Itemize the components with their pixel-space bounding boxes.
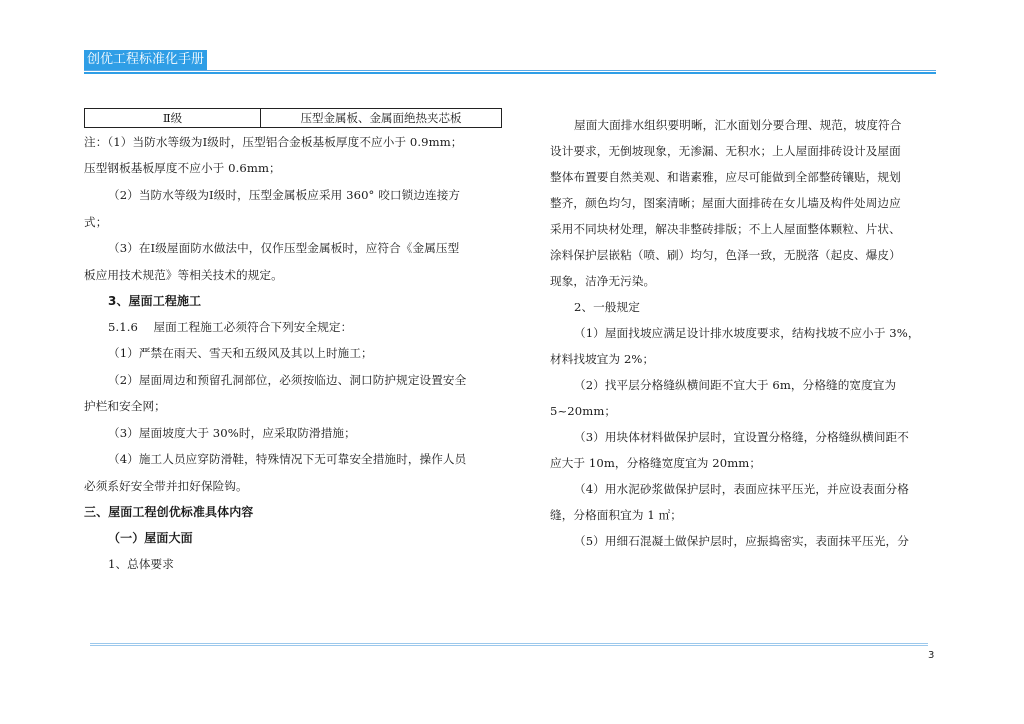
note-line-4: 式； bbox=[84, 215, 108, 229]
spec-table bbox=[84, 108, 502, 128]
header-divider bbox=[84, 70, 936, 71]
rule-line-2: （2）屋面周边和预留孔洞部位，必须按临边、洞口防护规定设置安全 bbox=[108, 373, 467, 387]
subsection-heading-roof-surface: （一）屋面大面 bbox=[108, 531, 193, 545]
page-number: 3 bbox=[928, 650, 935, 661]
footer-divider bbox=[90, 643, 928, 644]
right-line-7: 现象，洁净无污染。 bbox=[550, 274, 656, 288]
table-cell-grade: Ⅱ级 bbox=[85, 109, 261, 128]
right-line-4: 整齐，颜色均匀，图案清晰；屋面大面排砖在女儿墙及构件处周边应 bbox=[550, 196, 901, 210]
right-rule-1: （1）屋面找坡应满足设计排水坡度要求，结构找坡不应小于 3%， bbox=[574, 326, 920, 340]
right-line-1: 屋面大面排水组织要明晰，汇水面划分要合理、规范，坡度符合 bbox=[574, 118, 902, 132]
rule-line-3: （3）屋面坡度大于 30%时，应采取防滑措施； bbox=[108, 426, 356, 440]
table-row bbox=[85, 109, 502, 128]
note-line-6: 板应用技术规范》等相关技术的规定。 bbox=[84, 268, 283, 282]
section-heading-construction: 3、屋面工程施工 bbox=[108, 294, 202, 308]
note-line-5: （3）在Ⅰ级屋面防水做法中，仅作压型金属板时，应符合《金属压型 bbox=[108, 241, 460, 255]
right-rule-3-cont: 应大于 10m，分格缝宽度宜为 20mm； bbox=[550, 456, 762, 470]
note-line-3: （2）当防水等级为Ⅰ级时，压型金属板应采用 360° 咬口锁边连接方 bbox=[108, 188, 461, 202]
header-divider-thick bbox=[84, 72, 936, 74]
right-line-3: 整体布置要自然美观、和谐素雅，应尽可能做到全部整砖镶贴，规划 bbox=[550, 170, 901, 184]
section-heading-standards: 三、屋面工程创优标准具体内容 bbox=[84, 505, 254, 519]
right-rule-4: （4）用水泥砂浆做保护层时，表面应抹平压光，并应设表面分格 bbox=[574, 482, 909, 496]
left-column bbox=[84, 108, 502, 571]
rule-line-1: （1）严禁在雨天、雪天和五级风及其以上时施工； bbox=[108, 346, 373, 360]
right-rule-4-cont: 缝，分格面积宜为 1 ㎡； bbox=[550, 508, 682, 522]
section-heading-general: 2、一般规定 bbox=[574, 300, 640, 314]
page-header-title: 创优工程标准化手册 bbox=[84, 50, 207, 70]
rule-line-2-cont: 护栏和安全网； bbox=[84, 399, 166, 413]
rule-line-4: （4）施工人员应穿防滑鞋，特殊情况下无可靠安全措施时，操作人员 bbox=[108, 452, 467, 466]
clause-5-1-6: 5.1.6 屋面工程施工必须符合下列安全规定： bbox=[108, 320, 353, 334]
note-line-1: 注：（1）当防水等级为Ⅰ级时，压型铝合金板基板厚度不应小于 0.9mm； bbox=[84, 135, 463, 149]
right-line-5: 采用不同块材处理，解决非整砖排版；不上人屋面整体颗粒、片状、 bbox=[550, 222, 901, 236]
right-rule-2-cont: 5~20mm； bbox=[550, 404, 617, 418]
right-rule-5: （5）用细石混凝土做保护层时，应振捣密实，表面抹平压光，分 bbox=[574, 534, 909, 548]
table-cell-material: 压型金属板、金属面绝热夹芯板 bbox=[261, 109, 502, 128]
right-line-6: 涂料保护层嵌粘（喷、刷）均匀，色泽一致，无脱落（起皮、爆皮） bbox=[550, 248, 901, 262]
right-line-2: 设计要求，无倒坡现象，无渗漏、无积水；上人屋面排砖设计及屋面 bbox=[550, 144, 901, 158]
right-rule-1-cont: 材料找坡宜为 2%； bbox=[550, 352, 655, 366]
right-rule-3: （3）用块体材料做保护层时，宜设置分格缝，分格缝纵横间距不 bbox=[574, 430, 909, 444]
footer-divider-2 bbox=[90, 645, 928, 646]
right-column bbox=[550, 118, 936, 548]
right-rule-2: （2）找平层分格缝纵横间距不宜大于 6m，分格缝的宽度宜为 bbox=[574, 378, 897, 392]
note-line-2: 压型钢板基板厚度不应小于 0.6mm； bbox=[84, 161, 281, 175]
item-general-requirements: 1、总体要求 bbox=[108, 557, 174, 571]
rule-line-4-cont: 必须系好安全带并扣好保险钩。 bbox=[84, 479, 248, 493]
